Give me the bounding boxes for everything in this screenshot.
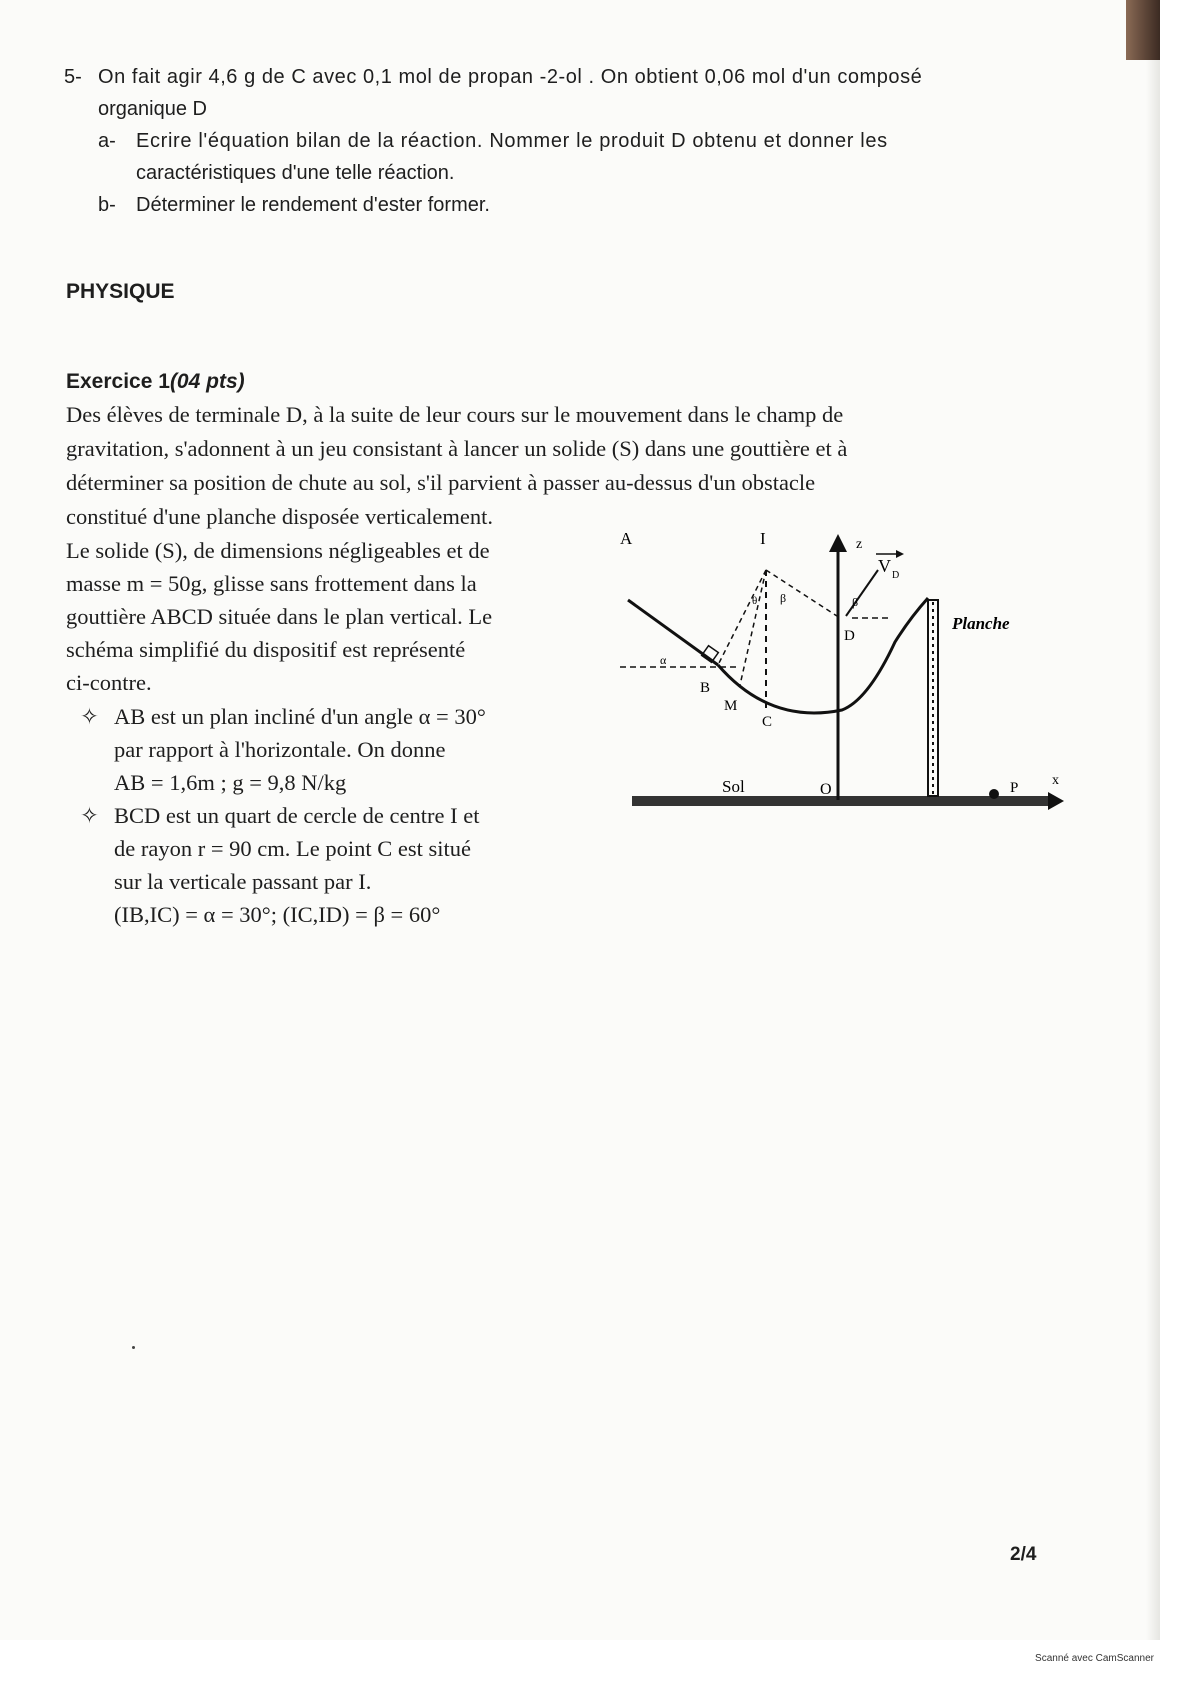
label-beta: β [780, 591, 787, 605]
question-b-label: b- [98, 194, 116, 216]
ground-bar [632, 796, 1050, 806]
VD-arrow-head [896, 550, 904, 558]
solid-line-5: ci-contre. [66, 670, 152, 695]
intro-line-4: constitué d'une planche disposée verticalement. [66, 504, 494, 529]
exercise-title-text: Exercice 1 [66, 370, 170, 393]
intro-line-3: déterminer sa position de chute au sol, s'il parvient à passer au-dessus d'un obstacle [66, 470, 816, 495]
question-5-text-cont: organique D [98, 98, 207, 120]
question-b-text: Déterminer le rendement d'ester former. [136, 194, 490, 216]
label-theta: θ [752, 595, 758, 607]
label-M: M [724, 698, 738, 714]
page-number: 2/4 [1010, 1544, 1037, 1565]
solid-line-2: masse m = 50g, glisse sans frottement dans la [66, 571, 477, 596]
z-axis-arrow [829, 534, 847, 552]
label-alpha: α [660, 653, 667, 667]
label-D: D [844, 628, 855, 644]
solid-line-4: schéma simplifié du dispositif est représenté [66, 637, 466, 662]
page-edge-shadow [1126, 0, 1160, 60]
question-a-text-cont: caractéristiques d'une telle réaction. [136, 162, 455, 184]
label-I: I [760, 530, 766, 548]
bullet-2-symbol: ✧ [80, 803, 99, 828]
radius-ID [766, 570, 840, 618]
label-O: O [820, 781, 832, 798]
incline-AB [628, 600, 718, 665]
point-P [989, 789, 999, 799]
intro-line-2: gravitation, s'adonnent à un jeu consistant à lancer un solide (S) dans une gouttière et à [66, 436, 848, 461]
label-VD-sub: D [892, 570, 900, 581]
label-VD: V [878, 556, 891, 576]
bullet-2-line-3: sur la verticale passant par I. [114, 869, 372, 894]
bullet-2-line-1: BCD est un quart de cercle de centre I et [114, 803, 480, 828]
velocity-vector [846, 570, 878, 616]
exercise-points: (04 pts) [169, 370, 245, 393]
label-x: x [1052, 773, 1059, 788]
x-axis-arrow [1048, 792, 1064, 810]
section-heading: PHYSIQUE [66, 280, 175, 303]
label-sol: Sol [722, 777, 745, 796]
speck [132, 1346, 135, 1349]
page-edge [1146, 60, 1160, 1640]
bullet-1-line-2: par rapport à l'horizontale. On donne [114, 737, 446, 762]
radius-IM [740, 570, 766, 685]
label-beta-D: β [852, 595, 859, 609]
label-B: B [700, 680, 711, 696]
bullet-2-line-4: (IB,IC) = α = 30°; (IC,ID) = β = 60° [114, 902, 441, 927]
label-planche: Planche [952, 614, 1010, 633]
question-5-text: On fait agir 4,6 g de C avec 0,1 mol de propan -2-ol . On obtient 0,06 mol d'un composé [98, 66, 923, 88]
scanner-footer: Scanné avec CamScanner [1035, 1653, 1154, 1664]
radius-IB [718, 570, 766, 665]
bullet-1-line-1: AB est un plan incliné d'un angle α = 30° [114, 704, 486, 729]
exercise-title [66, 370, 245, 394]
label-P: P [1010, 780, 1019, 796]
solid-line-3: gouttière ABCD située dans le plan vertical. Le [66, 604, 493, 629]
gutter-diagram [620, 530, 1080, 830]
question-a-label: a- [98, 130, 116, 152]
intro-line-1: Des élèves de terminale D, à la suite de leur cours sur le mouvement dans le champ de [66, 402, 844, 427]
bullet-2-line-2: de rayon r = 90 cm. Le point C est situé [114, 836, 471, 861]
plank [928, 600, 938, 796]
label-C: C [762, 714, 773, 730]
arc-BCD [718, 598, 928, 713]
solid-line-1: Le solide (S), de dimensions négligeables et de [66, 538, 490, 563]
question-5-number: 5- [64, 66, 82, 88]
question-a-text: Ecrire l'équation bilan de la réaction. Nommer le produit D obtenu et donner les [136, 130, 888, 152]
label-z: z [856, 537, 863, 552]
label-A: A [620, 530, 633, 548]
bullet-1-symbol: ✧ [80, 704, 99, 729]
bullet-1-line-3: AB = 1,6m ; g = 9,8 N/kg [114, 770, 347, 795]
